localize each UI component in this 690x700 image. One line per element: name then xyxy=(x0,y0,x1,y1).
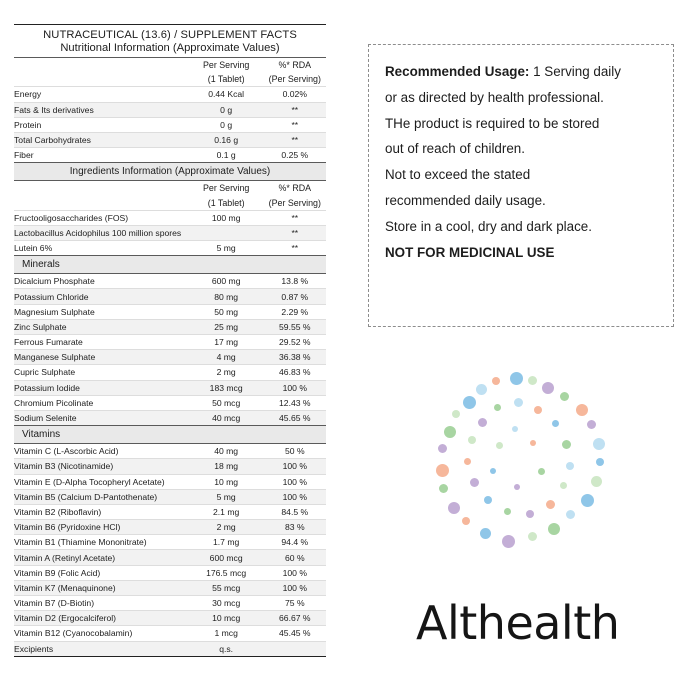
minerals-section-header: Minerals xyxy=(14,255,326,274)
row-label: Protein xyxy=(14,117,189,132)
table-row xyxy=(14,241,326,256)
nutrition-table xyxy=(14,58,326,162)
row-label: Vitamin B3 (Nicotinamide) xyxy=(14,459,189,474)
row-label: Vitamin B2 (Riboflavin) xyxy=(14,504,189,519)
row-rda: ** xyxy=(264,102,326,117)
row-amount: 100 mg xyxy=(189,210,264,225)
minerals-table xyxy=(14,274,326,425)
table-row xyxy=(14,87,326,102)
row-amount: 0 g xyxy=(189,102,264,117)
row-label: Vitamin D2 (Ergocalciferol) xyxy=(14,611,189,626)
usage-line-1 xyxy=(385,63,657,81)
row-rda: ** xyxy=(264,132,326,147)
ingredients-section-header: Ingredients Information (Approximate Values) xyxy=(14,162,326,181)
header-blank-2 xyxy=(14,72,189,87)
usage-line-3: THe product is required to be stored xyxy=(385,115,600,131)
row-amount: 0.1 g xyxy=(216,150,236,161)
row-amount: 25 mg xyxy=(189,319,264,334)
usage-line-6: recommended daily usage. xyxy=(385,193,546,209)
row-rda: 60 % xyxy=(264,550,326,565)
row-amount: 4 mg xyxy=(189,350,264,365)
row-label: Lactobacillus Acidophilus 100 million spores xyxy=(14,225,189,240)
row-rda: 2.29 % xyxy=(264,304,326,319)
usage-line-2: or as directed by health professional. xyxy=(385,89,604,105)
row-label: Vitamin B9 (Folic Acid) xyxy=(14,565,189,580)
row-label: Potassium Chloride xyxy=(14,289,189,304)
usage-line-4: out of reach of children. xyxy=(385,141,525,157)
row-amount: q.s. xyxy=(219,643,234,654)
row-label: Vitamin B12 (Cyanocobalamin) xyxy=(14,626,189,641)
row-rda: 83 % xyxy=(264,520,326,535)
row-amount: 1 mcg xyxy=(189,626,264,641)
row-label: Vitamin B5 (Calcium D-Pantothenate) xyxy=(14,489,189,504)
row-amount: 2 mg xyxy=(189,365,264,380)
row-rda: 29.52 % xyxy=(264,335,326,350)
row-rda: 50 % xyxy=(264,444,326,459)
table-row xyxy=(14,225,326,240)
row-amount: 10 mcg xyxy=(189,611,264,626)
row-amount: 600 mcg xyxy=(189,550,264,565)
header-blank xyxy=(14,58,189,72)
row-amount: 50 mcg xyxy=(189,395,264,410)
row-label: Magnesium Sulphate xyxy=(14,304,189,319)
row-rda: 0.02% xyxy=(264,87,326,102)
header-per-serving: Per Serving xyxy=(202,60,250,71)
table-row xyxy=(14,274,326,289)
table-row xyxy=(14,641,326,656)
table-row xyxy=(14,626,326,641)
row-rda: 84.5 % xyxy=(264,504,326,519)
row-rda: 94.4 % xyxy=(264,535,326,550)
row-label: Vitamin B6 (Pyridoxine HCl) xyxy=(14,520,189,535)
row-label: Potassium Iodide xyxy=(14,380,189,395)
row-label: Lutein 6% xyxy=(14,243,53,254)
table-row xyxy=(14,102,326,117)
row-label: Chromium Picolinate xyxy=(14,395,189,410)
row-amount: 5 mg xyxy=(216,243,236,254)
row-rda: 45.45 % xyxy=(264,626,326,641)
row-amount: 5 mg xyxy=(189,489,264,504)
row-amount: 55 mcg xyxy=(189,580,264,595)
logo-dot-ring-icon xyxy=(430,372,612,554)
table-row xyxy=(14,210,326,225)
table-row xyxy=(14,520,326,535)
row-amount: 80 mg xyxy=(189,289,264,304)
header-rda: %* RDA xyxy=(278,183,312,194)
table-row xyxy=(14,550,326,565)
row-amount: 1.7 mg xyxy=(189,535,264,550)
usage-not-for-medicinal-use: NOT FOR MEDICINAL USE xyxy=(385,244,555,260)
table-row xyxy=(14,117,326,132)
row-label: Sodium Selenite xyxy=(14,413,77,424)
row-amount: 18 mg xyxy=(189,459,264,474)
table-row xyxy=(14,395,326,410)
usage-line-1-rest: 1 Serving daily xyxy=(529,64,621,79)
usage-label: Recommended Usage: xyxy=(385,64,530,79)
header-per-serving: Per Serving xyxy=(202,183,250,194)
row-rda: 0.87 % xyxy=(264,289,326,304)
table-header-row-2 xyxy=(14,196,326,211)
table-row xyxy=(14,580,326,595)
ingredients-table xyxy=(14,181,326,255)
table-row xyxy=(14,474,326,489)
table-row xyxy=(14,611,326,626)
row-rda: 0.25 % xyxy=(281,150,309,161)
row-rda: 100 % xyxy=(264,565,326,580)
row-amount: 40 mg xyxy=(189,444,264,459)
table-row xyxy=(14,304,326,319)
row-label: Energy xyxy=(14,87,189,102)
row-amount: 0.44 Kcal xyxy=(189,87,264,102)
usage-line-5: Not to exceed the stated xyxy=(385,167,531,183)
table-row xyxy=(14,132,326,147)
row-label: Manganese Sulphate xyxy=(14,350,189,365)
row-amount: 40 mcg xyxy=(212,413,241,424)
table-header-row xyxy=(14,181,326,195)
table-row xyxy=(14,489,326,504)
row-rda: 13.8 % xyxy=(264,274,326,289)
row-amount: 0 g xyxy=(189,117,264,132)
header-rda-sub: (Per Serving) xyxy=(264,196,326,211)
table-row xyxy=(14,335,326,350)
table-row xyxy=(14,565,326,580)
row-label: Total Carbohydrates xyxy=(14,132,189,147)
row-label: Fiber xyxy=(14,150,34,161)
row-rda xyxy=(264,641,326,656)
row-amount: 10 mg xyxy=(189,474,264,489)
row-label: Vitamin B1 (Thiamine Mononitrate) xyxy=(14,535,189,550)
row-amount: 176.5 mcg xyxy=(189,565,264,580)
row-label: Vitamin E (D-Alpha Tocopheryl Acetate) xyxy=(14,474,189,489)
row-amount: 183 mcg xyxy=(189,380,264,395)
table-row xyxy=(14,289,326,304)
row-rda: 100 % xyxy=(264,380,326,395)
row-label: Dicalcium Phosphate xyxy=(14,274,189,289)
row-amount: 17 mg xyxy=(189,335,264,350)
row-rda: 36.38 % xyxy=(264,350,326,365)
row-label: Vitamin B7 (D-Biotin) xyxy=(14,596,189,611)
table-row xyxy=(14,459,326,474)
vitamins-section-header: Vitamins xyxy=(14,425,326,444)
row-rda: ** xyxy=(264,210,326,225)
row-rda: 66.67 % xyxy=(264,611,326,626)
table-row xyxy=(14,504,326,519)
row-rda: 100 % xyxy=(264,474,326,489)
row-amount: 50 mg xyxy=(189,304,264,319)
row-rda: ** xyxy=(291,243,299,254)
row-rda: 45.65 % xyxy=(279,413,311,424)
row-amount: 2 mg xyxy=(189,520,264,535)
row-label: Ferrous Fumarate xyxy=(14,335,189,350)
table-row xyxy=(14,380,326,395)
row-label: Excipients xyxy=(14,643,54,654)
table-row xyxy=(14,410,326,425)
row-label: Fructooligosaccharides (FOS) xyxy=(14,210,189,225)
table-row xyxy=(14,148,326,163)
table-row xyxy=(14,350,326,365)
row-rda: 75 % xyxy=(264,596,326,611)
row-label: Vitamin K7 (Menaquinone) xyxy=(14,580,189,595)
row-rda: 100 % xyxy=(264,459,326,474)
row-rda: 59.55 % xyxy=(264,319,326,334)
supplement-facts-panel xyxy=(14,24,326,657)
header-blank-2 xyxy=(14,196,189,211)
row-amount: 2.1 mg xyxy=(189,504,264,519)
row-amount xyxy=(189,225,264,240)
row-amount: 600 mg xyxy=(189,274,264,289)
header-rda: %* RDA xyxy=(278,60,312,71)
row-label: Vitamin A (Retinyl Acetate) xyxy=(14,550,189,565)
row-label: Vitamin C (L-Ascorbic Acid) xyxy=(14,444,189,459)
table-row xyxy=(14,596,326,611)
row-rda: 12.43 % xyxy=(264,395,326,410)
header-blank xyxy=(14,181,189,195)
header-per-serving-sub: (1 Tablet) xyxy=(189,72,264,87)
table-header-row xyxy=(14,58,326,72)
row-rda: 100 % xyxy=(264,489,326,504)
row-label: Zinc Sulphate xyxy=(14,319,189,334)
row-rda: ** xyxy=(264,225,326,240)
facts-title: NUTRACEUTICAL (13.6) / SUPPLEMENT FACTS xyxy=(43,29,297,41)
row-label: Fats & Its derivatives xyxy=(14,102,189,117)
header-per-serving-sub: (1 Tablet) xyxy=(189,196,264,211)
row-rda: 46.83 % xyxy=(264,365,326,380)
table-row xyxy=(14,535,326,550)
header-rda-sub: (Per Serving) xyxy=(264,72,326,87)
table-header-row-2 xyxy=(14,72,326,87)
table-row xyxy=(14,365,326,380)
row-rda: ** xyxy=(264,117,326,132)
row-rda: 100 % xyxy=(264,580,326,595)
row-amount: 0.16 g xyxy=(189,132,264,147)
row-amount: 30 mcg xyxy=(189,596,264,611)
recommended-usage-box xyxy=(368,44,674,327)
table-row xyxy=(14,444,326,459)
vitamins-table xyxy=(14,444,326,656)
table-row xyxy=(14,319,326,334)
brand-name: Althealth xyxy=(416,596,620,650)
usage-line-7: Store in a cool, dry and dark place. xyxy=(385,218,592,234)
facts-subtitle: Nutritional Information (Approximate Values) xyxy=(60,42,280,54)
row-label: Cupric Sulphate xyxy=(14,365,189,380)
